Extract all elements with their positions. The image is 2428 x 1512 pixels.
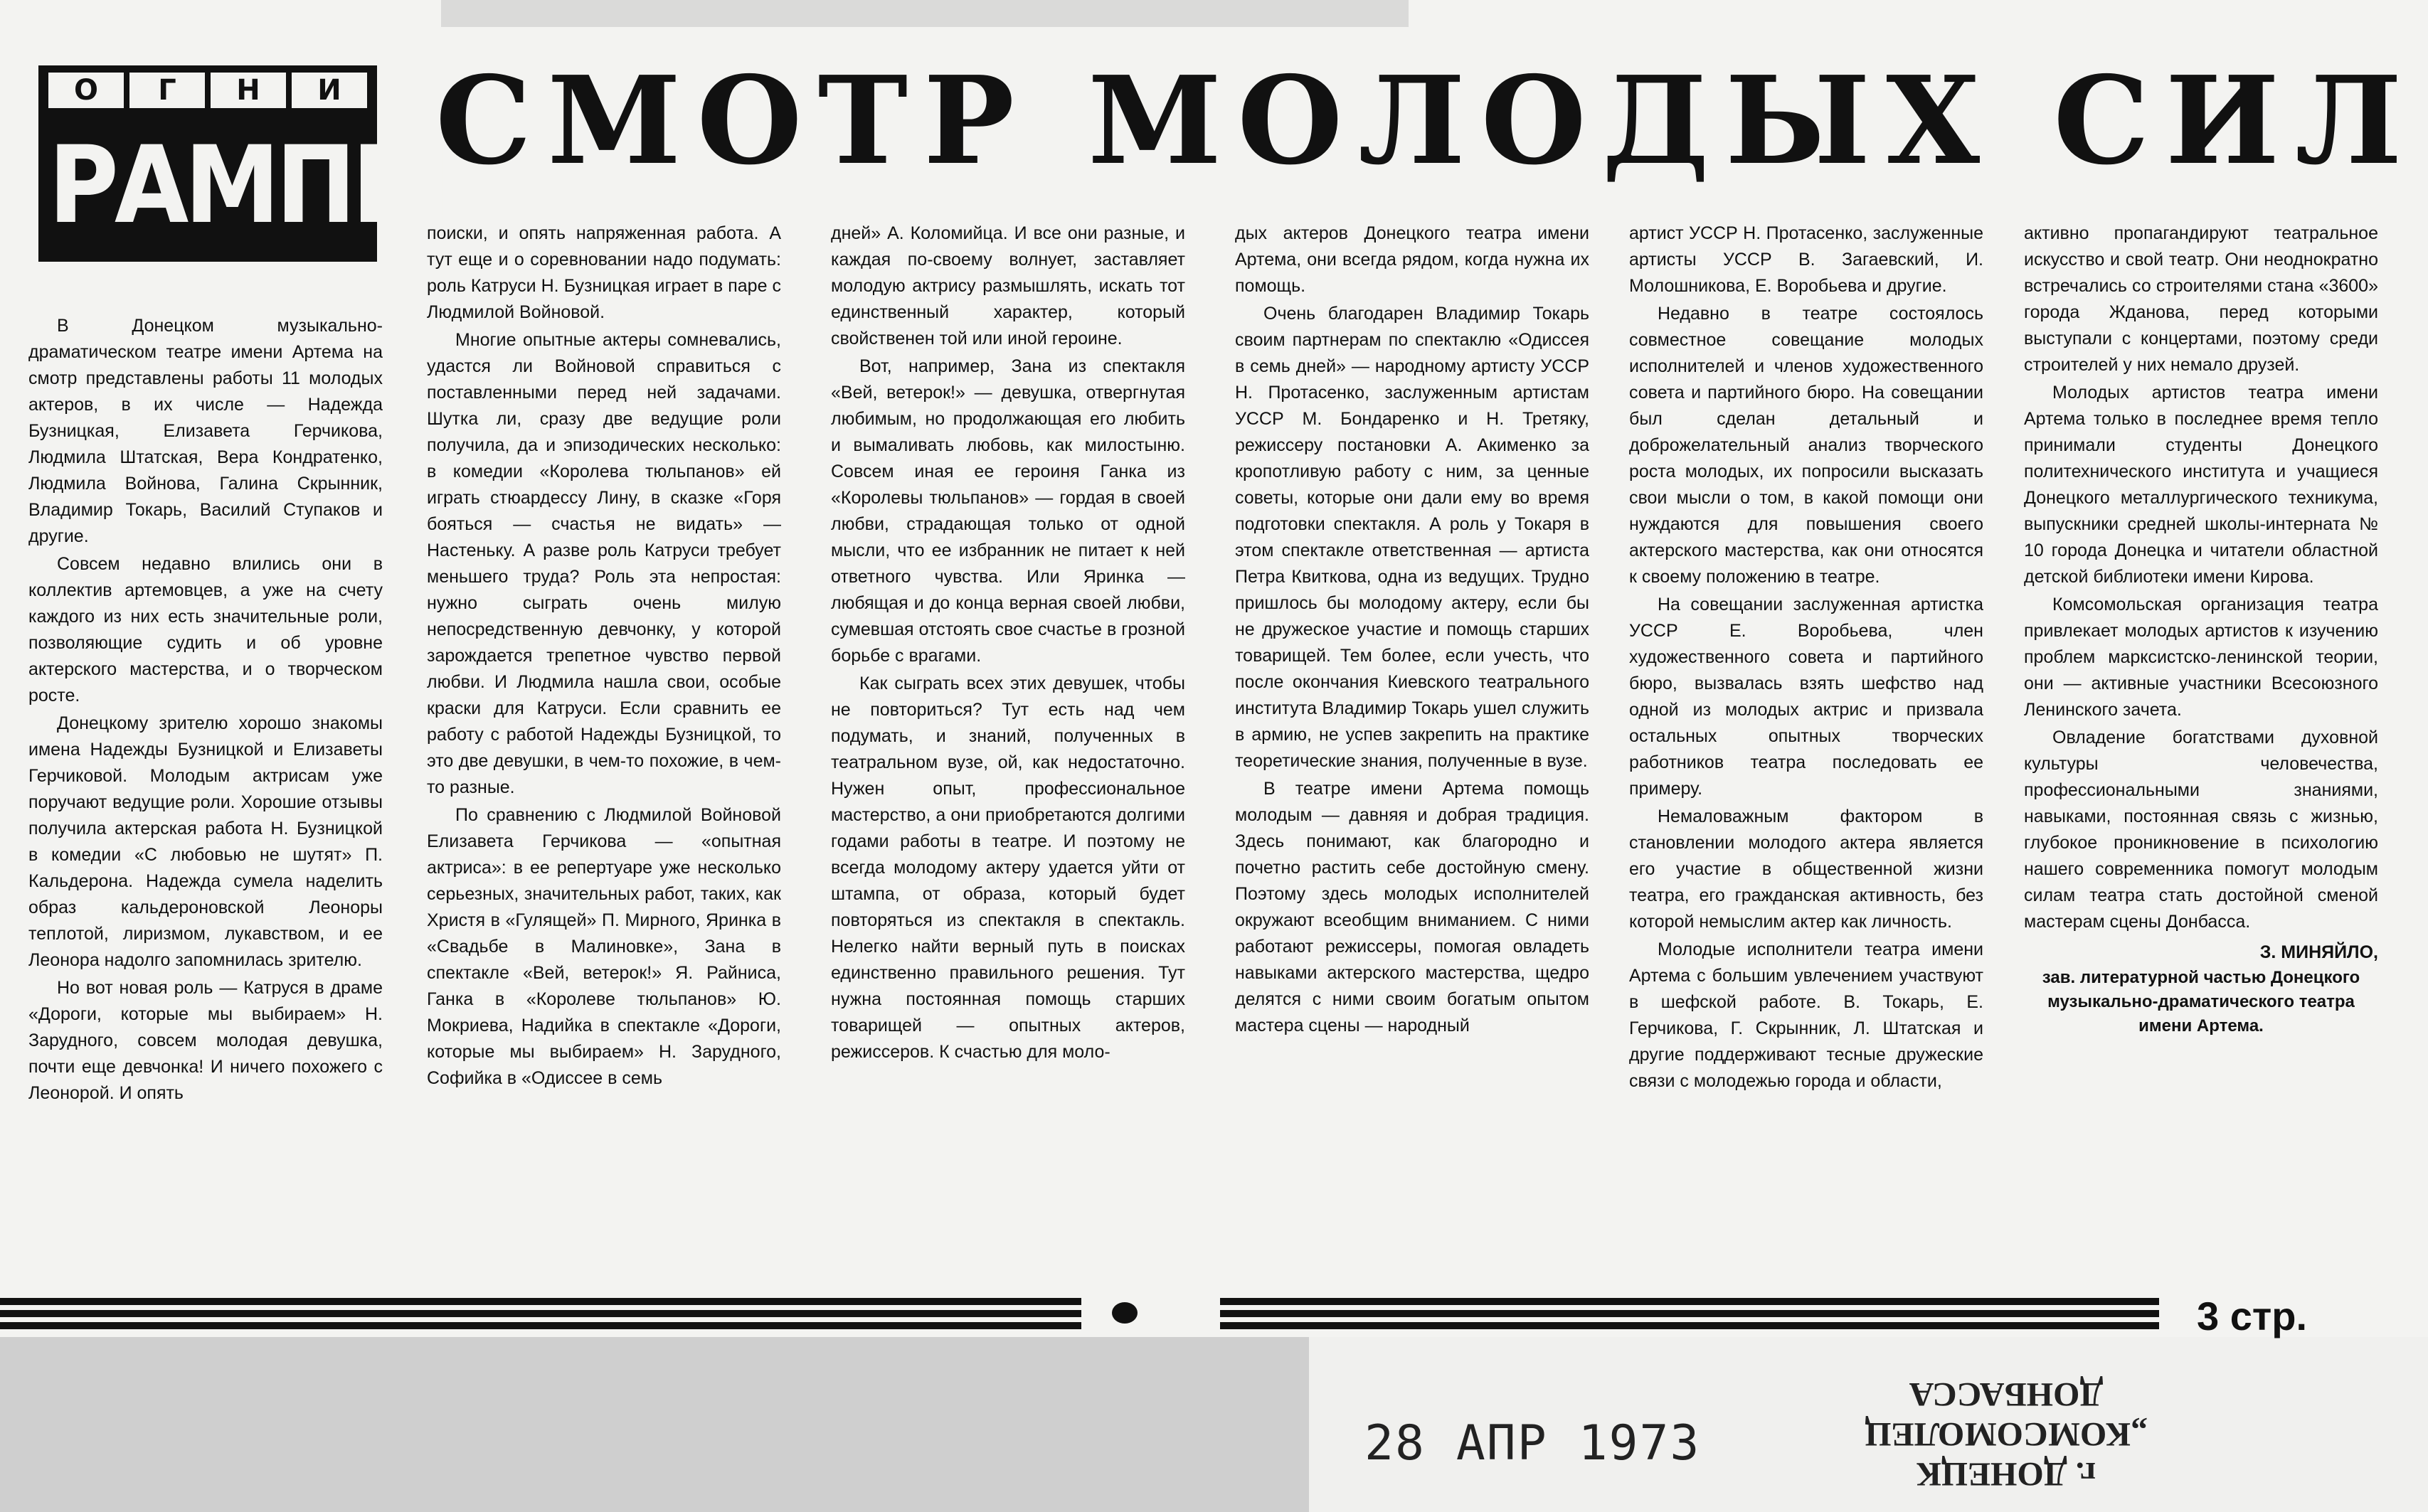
paragraph: артист УССР Н. Протасенко, заслуженные артисты УССР В. Загаевский, И. Молошникова, Е. Воробьева и другие. [1629,223,1983,296]
article-column-3 [831,220,1185,1234]
rule-lines-left [0,1298,1081,1341]
paragraph: В Донецком музыкально-драматическом театре имени Артема на смотр представлены работы 11 молодых актеров, в их числе — Надежда Бузницкая, Елизавета Герчикова, Людмила Штатская, Вера Кондратенко, Людмила Войнова, Галина Скрынник, Владимир Токарь, Василий Ступаков и другие. [28,316,383,546]
article-column-5 [1629,220,1983,1234]
paragraph: Совсем недавно влились они в коллектив артемовцев, а уже на счету каждого из них есть значительные роли, позволяющие судить и об уровне актерского мастерства, и о творческом росте. [28,554,383,706]
paragraph: Недавно в театре состоялось совместное совещание молодых исполнителей и членов художественного совета и партийного бюро. На совещании был сделан детальный и доброжелательный анализ творческого роста молодых, их попросили высказать свои мысли о том, в какой помощи они нуждаются для повышения своего актерского мастерства, как они относятся к своему положению в театре. [1629,304,1983,587]
rule-lines-right [1220,1298,2159,1341]
paragraph: По сравнению с Людмилой Войновой Елизавета Герчикова — «опытная актриса»: в ее репертуаре уже несколько серьезных, значительных работ, таких, как Христя в «Гулящей» П. Мирного, Яринка в «Свадьбе в Малиновке», Зана в спектакле «Вей, ветерок!» Я. Райниса, Ганка в «Королеве тюльпанов» Ю. Мокриева, Надийка в спектакле «Дороги, которые мы выбираем» Н. Зарудного, Софийка в «Одиссее в семь [427,805,781,1088]
author-affiliation: зав. литературной частью Донецкого музыкально-драматического театра имени Артема. [2042,968,2360,1035]
article-column-6 [2024,220,2378,1234]
paragraph: активно пропагандируют театральное искусство и свой театр. Они неоднократно встречались со строителями стана «3600» города Жданова, перед которыми выступали с концертами, поэтому среди строителей у них немало друзей. [2024,223,2378,375]
stamp-city: г. ДОНЕЦК [1916,1455,2096,1493]
paragraph: Как сыграть всех этих девушек, чтобы не повториться? Тут есть над чем подумать, и знаний, полученных в театральном вузе, ой, как недостаточно. Нужен опыт, профессиональное мастерство, а они приобретаются долгими годами работы в театре. И поэтому не всегда молодому актеру удается уйти от штампа, от образа, который будет повторяться из спектакля в спектакль. Нелегко найти верный путь в поисках единственно правильного решения. Тут нужна постоянная помощь старших товарищей — опытных актеров, режиссеров. К счастью для моло- [831,674,1185,1062]
rubric-logo [38,65,447,262]
paragraph: В театре имени Артема помощь молодым — давняя и добрая традиция. Здесь понимают, как благородно и почетно растить себе достойную смену. Поэтому здесь молодых исполнителей окружают всеобщим вниманием. С ними работают режиссеры, помогая овладеть навыками актерского мастерства, щедро делятся с ними своим богатым опытом мастера сцены — народный [1235,779,1589,1035]
paragraph: поиски, и опять напряженная работа. А тут еще и о соревновании надо подумать: роль Катруси Н. Бузницкая играет в паре с Людмилой Войновой. [427,223,781,322]
paragraph: дых актеров Донецкого театра имени Артема, они всегда рядом, когда нужна их помощь. [1235,223,1589,296]
date-stamp: 28 АПР 1973 [1364,1415,1701,1471]
paragraph: Очень благодарен Владимир Токарь своим партнерам по спектаклю «Одиссея в семь дней» — народному артисту УССР Н. Протасенко, заслуженным артистам УССР М. Бондаренко и Н. Третяку, режиссеру постановки А. Акименко за кропотливую работу с ним, за ценные советы, которые они дали ему во время подготовки спектакля. А роль у Токаря в этом спектакле ответственная — артиста Петра Квиткова, одна из ведущих. Трудно пришлось бы молодому актеру, если бы не дружеское участие и помощь старших товарищей. Тем более, если учесть, что после окончания Киевского театрального института Владимир Токарь ушел служить в армию, не успев закрепить на практике теоретические знания, полученные в вузе. [1235,304,1589,771]
paragraph: Немаловажным фактором в становлении молодого актера является его участие в общественной жизни театра, его гражданская активность, без которой немыслим актер как личность. [1629,806,1983,932]
logo-letter: Г [129,73,205,108]
ornament-dot [1112,1302,1138,1324]
paragraph: Но вот новая роль — Катруся в драме «Дороги, которые мы выбираем» Н. Зарудного, совсем молодая девушка, почти еще девчонка! И ничего похожего с Леонорой. И опять [28,978,383,1103]
article-column-4 [1235,220,1589,1234]
ghost-print [441,0,1409,27]
paragraph: Овладение богатствами духовной культуры человечества, профессиональными знаниями, навыками, постоянная связь с жизнью, глубокое проникновение в психологию нашего современника помогут молодым силам театра стать достойной сменой мастерам сцены Донбасса. [2024,728,2378,932]
paragraph: Вот, например, Зана из спектакля «Вей, ветерок!» — девушка, отвергнутая любимым, но продолжающая его любить и вымаливать любовь, как милостыню. Совсем иная ее героиня Ганка из «Королевы тюльпанов» — гордая в своей любви, страдающая только от одной мысли, что ее избранник не питает к ней ответного чувства. Или Яринка — любящая и до конца верная своей любви, сумевшая отстоять свое счастье в грозной борьбе с врагами. [831,356,1185,666]
paragraph: Многие опытные актеры сомневались, удастся ли Войновой справиться с поставленными перед ней задачами. Шутка ли, сразу две ведущие роли получила, да и эпизодических несколько: в комедии «Королева тюльпанов» ей играть стюардессу Лину, в сказке «Горя бояться — счастья не видать» — Настеньку. А разве роль Катруси требует меньшего труда? Роль эта непростая: нужно сыграть очень милую непосредственную девчонку, у которой зарождается трепетное чувство первой любви. И Людмила нашла свои, особые краски для Катруси. Если сравнить ее работу с работой Надежды Бузницкой, то это две девушки, в чем-то похожие, в чем-то разные. [427,330,781,797]
logo-top-letters [48,73,367,108]
paragraph: Молодые исполнители театра имени Артема с большим увлечением участвуют в шефской работе. В. Токарь, Е. Герчикова, Г. Скрынник, Л. Штатская и другие поддерживают тесные дружеские связи с молодежью города и области, [1629,939,1983,1091]
paragraph: Комсомольская организация театра привлекает молодых артистов к изучению проблем марксистско-ленинской теории, они — активные участники Всесоюзного Ленинского зачета. [2024,595,2378,720]
headline: СМОТР МОЛОДЫХ СИЛ [435,50,2418,192]
logo-letter: Н [211,73,286,108]
paragraph: Молодых артистов театра имени Артема только в последнее время тепло принимали студенты Донецкого политехнического института и учащиеся Донецкого металлургического техникума, выпускники средней школы-интерната № 10 города Донецка и читатели областной детской библиотеки имени Кирова. [2024,383,2378,587]
paragraph: Донецкому зрителю хорошо знакомы имена Надежды Бузницкой и Елизаветы Герчиковой. Молодым актрисам уже поручают ведущие роли. Хорошие отзывы получила актерская работа Н. Бузницкой в комедии «С любовью не шутят» П. Кальдерона. Надежда сумела наделить образ кальдероновской Леоноры теплотой, лиризмом, лукавством, и ее Леонора надолго запомнилась зрителю. [28,713,383,970]
logo-letter: О [48,73,124,108]
article-column-1 [28,313,383,1237]
author-signature: З. МИНЯЙЛО, [2259,942,2378,962]
page-number: 3 стр. [2197,1294,2308,1338]
logo-word: РАМПЫ [48,124,447,247]
paragraph: На совещании заслуженная артистка УССР Е. Воробьева, член художественного совета и партийного бюро, вызвалась взять шефство над одной из молодых актрис и призвала остальных опытных творческих работников театра последовать ее примеру. [1629,595,1983,799]
stamp-title: „КОМСОМОЛЕЦ ДОНБАССА [1865,1375,2148,1453]
logo-letter: И [292,73,367,108]
newspaper-stamp [1771,1375,2241,1494]
paragraph: дней» А. Коломийца. И все они разные, и каждая по-своему волнует, заставляет молодую актрису размышлять, искать тот единственный характер, который свойственен той или иной героине. [831,223,1185,348]
article-column-2 [427,220,781,1234]
